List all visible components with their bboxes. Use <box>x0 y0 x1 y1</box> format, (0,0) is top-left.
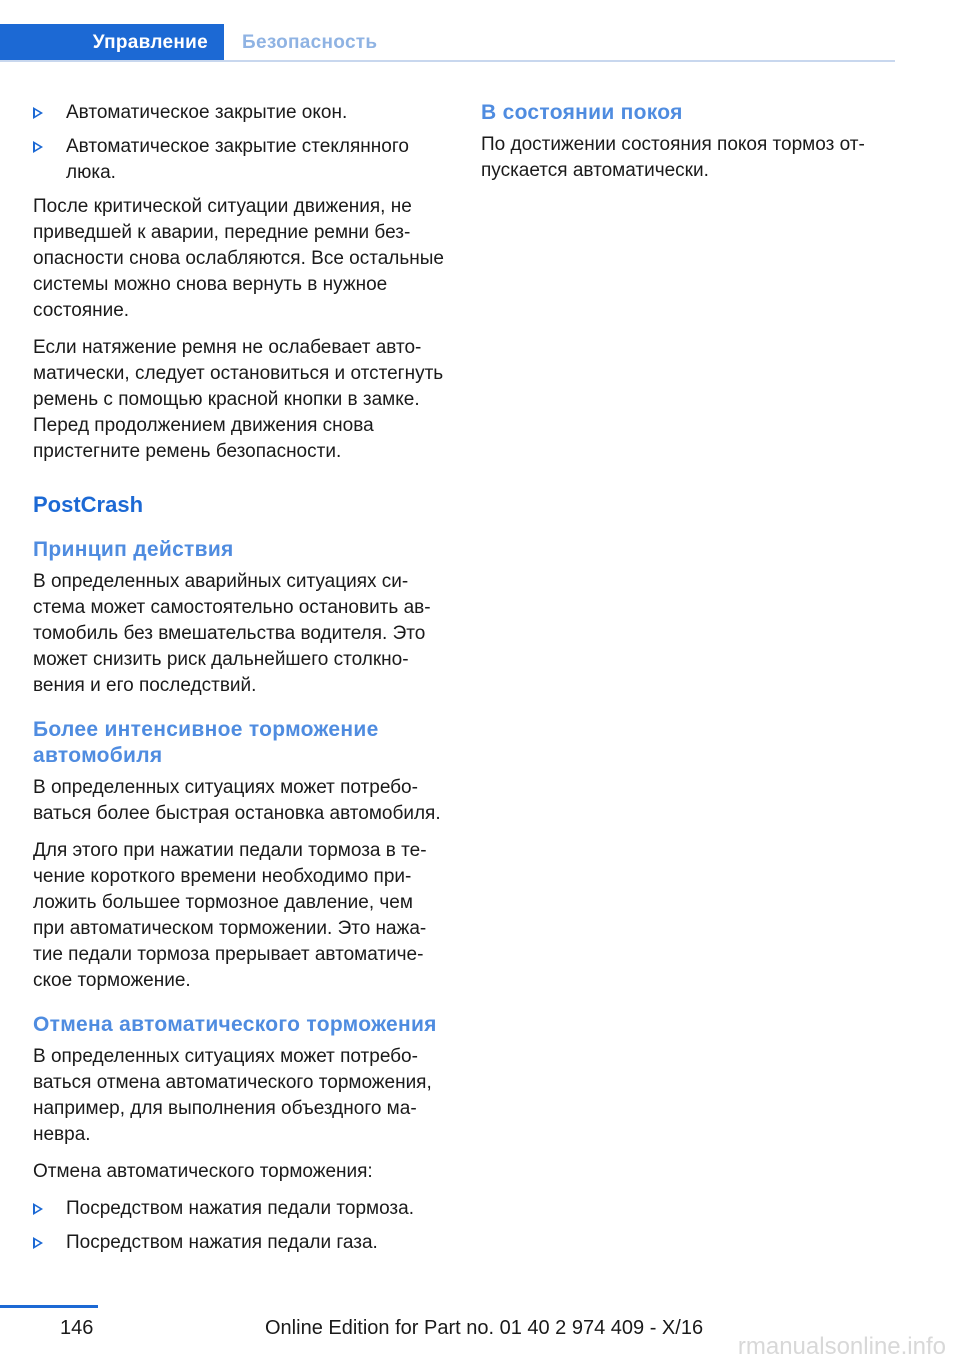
page-header <box>0 0 895 62</box>
subsection-title-intense-braking: Более интенсивное торможение автомобиля <box>33 718 379 767</box>
header-tab-control[interactable]: Управление <box>0 24 224 61</box>
watermark: rmanualsonline.info <box>737 1333 946 1360</box>
list-item-text: Автоматическое закрытие окон. <box>66 102 348 123</box>
page-number: 146 <box>60 1317 94 1339</box>
section-title-postcrash: PostCrash <box>33 492 144 517</box>
right-column <box>481 100 896 195</box>
left-column <box>33 100 448 1264</box>
paragraph-intense-braking-1: В определенных ситуациях может потребоваться более быстрая остановка автомобиля. <box>33 777 441 824</box>
paragraph-intense-braking-2: Для этого при нажатии педали тормоза в течение короткого времени необходимо приложить большее тормозное давление, чем при автоматическом торможении. Это нажатие педали тормоза прерывает автоматическое торможение. <box>33 840 427 991</box>
paragraph-cancel-braking-1: В определенных ситуациях может потребоваться отмена автоматического торможения, например, для выполнения объездного маневра. <box>33 1046 432 1145</box>
paragraph-cancel-braking-2: Отмена автоматического торможения: <box>33 1161 373 1182</box>
header-divider <box>0 60 895 62</box>
list-item-text: Посредством нажатия педали газа. <box>66 1232 378 1253</box>
list-item <box>33 1196 448 1222</box>
subsection-title-principle: Принцип действия <box>33 538 234 561</box>
subsection-title-cancel-braking: Отмена автоматического торможения <box>33 1013 437 1036</box>
paragraph-after-crash: После критической ситуации движения, не приведшей к аварии, передние ремни безопасности снова ослабляются. Все остальные системы можно снова вернуть в нужное состояние. <box>33 196 444 321</box>
triangle-bullet-icon <box>33 1203 43 1215</box>
subsection-title-standstill: В состоянии покоя <box>481 101 683 124</box>
paragraph-principle: В определенных аварийных ситуациях система может самостоятельно остановить автомобиль без вмешательства водителя. Это может снизить риск дальнейшего столкновения и его последствий. <box>33 571 431 696</box>
footer-accent-line <box>0 1305 98 1308</box>
list-item-text: Посредством нажатия педали тормоза. <box>66 1198 414 1219</box>
paragraph-standstill: По достижении состояния покоя тормоз отпускается автоматически. <box>481 134 865 181</box>
edition-text: Online Edition for Part no. 01 40 2 974 409 - X/16 <box>265 1317 704 1339</box>
list-item <box>33 134 448 186</box>
triangle-bullet-icon <box>33 107 43 119</box>
paragraph-belt-tension: Если натяжение ремня не ослабевает автоматически, следует остановиться и отстегнуть ремень с помощью красной кнопки в замке. Перед продолжением движения снова пристегните ремень безопасности. <box>33 337 444 462</box>
list-item-text: Автоматическое закрытие стеклянного люка. <box>66 136 409 183</box>
list-item <box>33 100 448 126</box>
triangle-bullet-icon <box>33 1237 43 1249</box>
list-item <box>33 1230 448 1256</box>
header-tab-safety[interactable]: Безопасность <box>242 31 378 53</box>
triangle-bullet-icon <box>33 141 43 153</box>
